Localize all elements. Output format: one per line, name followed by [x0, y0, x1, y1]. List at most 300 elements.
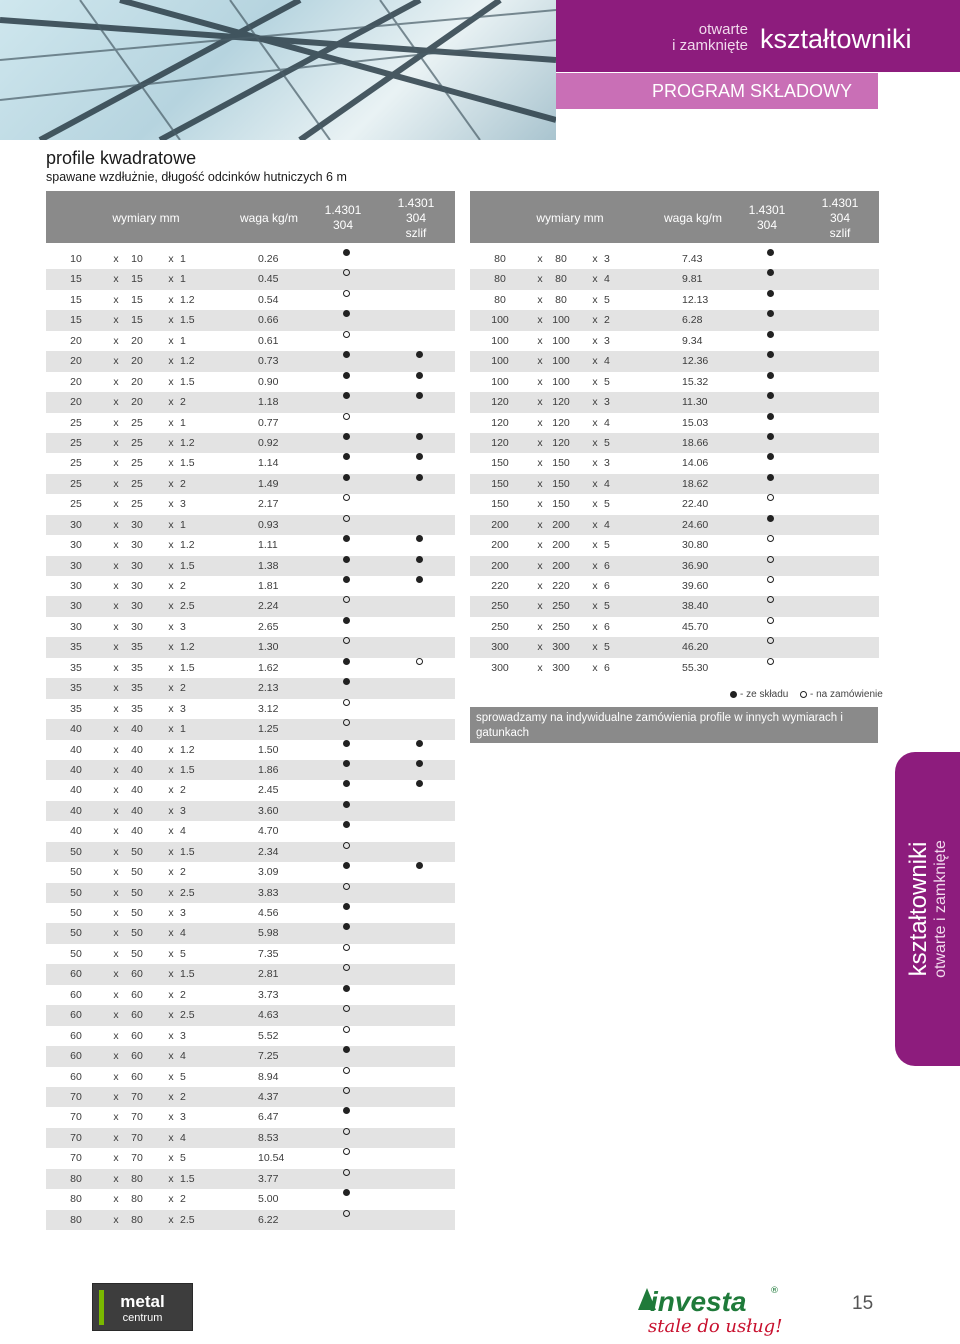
wall-thickness: 1.5	[180, 559, 195, 572]
table-row	[46, 535, 455, 555]
times-sign: x	[537, 518, 543, 531]
wall-thickness: 3	[180, 1111, 186, 1124]
wall-thickness: 2	[180, 784, 186, 797]
section-subtitle: spawane wzdłużnie, długość odcinków hutniczych 6 m	[46, 170, 347, 184]
weight-value: 2.13	[258, 682, 279, 695]
dim-b: 50	[131, 886, 143, 899]
in-stock-dot-icon	[343, 351, 350, 358]
availability-304	[341, 903, 351, 923]
dim-b: 30	[131, 559, 143, 572]
times-sign: x	[113, 1090, 119, 1103]
table-body-right	[470, 249, 879, 678]
weight-value: 4.63	[258, 1009, 279, 1022]
availability-304	[341, 637, 351, 657]
wall-thickness: 3	[604, 253, 610, 265]
times-sign: x	[113, 375, 119, 388]
on-order-ring-icon	[343, 290, 350, 297]
availability-304	[765, 290, 775, 310]
in-stock-dot-icon	[416, 474, 423, 481]
availability-304	[341, 801, 351, 821]
weight-value: 7.25	[258, 1050, 279, 1063]
dim-b: 70	[131, 1090, 143, 1103]
in-stock-dot-icon	[343, 453, 350, 460]
dim-a: 15	[70, 314, 82, 327]
on-order-ring-icon	[343, 1128, 350, 1135]
weight-value: 9.34	[682, 334, 703, 347]
dim-a: 50	[70, 845, 82, 858]
header-weight: waga kg/m	[663, 211, 723, 225]
availability-304	[341, 699, 351, 719]
weight-value: 55.30	[682, 661, 709, 674]
wall-thickness: 4	[604, 416, 610, 429]
times-sign: x	[537, 539, 543, 552]
dim-a: 25	[70, 498, 82, 511]
availability-304	[341, 413, 351, 433]
dim-b: 70	[131, 1111, 143, 1124]
times-sign: x	[168, 866, 174, 879]
times-sign: x	[113, 273, 119, 286]
wall-thickness: 5	[180, 1070, 186, 1083]
table-row	[470, 290, 879, 310]
wall-thickness: 5	[180, 1152, 186, 1165]
times-sign: x	[168, 273, 174, 286]
dim-a: 40	[70, 804, 82, 817]
table-row	[46, 760, 455, 780]
times-sign: x	[113, 907, 119, 919]
header-grade-304	[308, 203, 378, 233]
table-row	[46, 576, 455, 596]
times-sign: x	[168, 253, 174, 265]
wall-thickness: 1.2	[180, 436, 195, 449]
times-sign: x	[537, 273, 543, 286]
times-sign: x	[168, 947, 174, 960]
dim-b: 150	[552, 477, 570, 490]
weight-value: 0.61	[258, 334, 279, 347]
dim-a: 25	[70, 416, 82, 429]
dim-b: 60	[131, 968, 143, 981]
table-row	[46, 658, 455, 678]
header-grade-304-line2: 304	[756, 218, 778, 232]
in-stock-dot-icon	[767, 433, 774, 440]
availability-304	[765, 617, 775, 637]
dim-a: 20	[70, 355, 82, 368]
dim-a: 80	[70, 1193, 82, 1206]
times-sign: x	[168, 763, 174, 776]
times-sign: x	[168, 1050, 174, 1063]
on-order-ring-icon	[343, 494, 350, 501]
table-row	[46, 1169, 455, 1189]
availability-szlif	[414, 780, 424, 800]
on-order-ring-icon	[767, 556, 774, 563]
table-row	[46, 494, 455, 514]
weight-value: 9.81	[682, 273, 703, 286]
weight-value: 2.45	[258, 784, 279, 797]
table-row	[46, 1128, 455, 1148]
dim-b: 15	[131, 314, 143, 327]
dim-a: 30	[70, 620, 82, 633]
in-stock-dot-icon	[416, 351, 423, 358]
times-sign: x	[537, 334, 543, 347]
times-sign: x	[168, 845, 174, 858]
availability-304	[341, 1107, 351, 1127]
times-sign: x	[113, 314, 119, 327]
weight-value: 1.86	[258, 763, 279, 776]
times-sign: x	[168, 907, 174, 919]
in-stock-dot-icon	[416, 453, 423, 460]
availability-szlif	[414, 351, 424, 371]
dim-b: 120	[552, 416, 570, 429]
dim-b: 50	[131, 947, 143, 960]
table-row	[46, 474, 455, 494]
times-sign: x	[168, 1009, 174, 1022]
availability-304	[341, 719, 351, 739]
dim-b: 40	[131, 825, 143, 838]
dim-b: 120	[552, 396, 570, 409]
times-sign: x	[168, 1090, 174, 1103]
in-stock-dot-icon	[767, 474, 774, 481]
dim-a: 30	[70, 600, 82, 613]
dim-a: 50	[70, 927, 82, 940]
times-sign: x	[168, 661, 174, 674]
dim-b: 60	[131, 988, 143, 1001]
weight-value: 45.70	[682, 620, 709, 633]
table-row	[46, 515, 455, 535]
weight-value: 0.66	[258, 314, 279, 327]
table-row	[46, 719, 455, 739]
dim-a: 50	[70, 907, 82, 919]
on-order-ring-icon	[767, 637, 774, 644]
times-sign: x	[113, 784, 119, 797]
dim-b: 35	[131, 641, 143, 654]
dim-b: 80	[131, 1193, 143, 1206]
availability-304	[341, 658, 351, 678]
table-right	[470, 191, 879, 678]
times-sign: x	[592, 559, 598, 572]
times-sign: x	[113, 988, 119, 1001]
availability-304	[341, 1005, 351, 1025]
dim-b: 300	[552, 661, 570, 674]
wall-thickness: 1.5	[180, 375, 195, 388]
wall-thickness: 1	[180, 416, 186, 429]
dim-a: 60	[70, 968, 82, 981]
wall-thickness: 2	[180, 477, 186, 490]
wall-thickness: 5	[604, 539, 610, 552]
times-sign: x	[168, 641, 174, 654]
times-sign: x	[537, 661, 543, 674]
in-stock-dot-icon	[343, 923, 350, 930]
dim-b: 120	[552, 436, 570, 449]
dim-a: 20	[70, 375, 82, 388]
availability-304	[341, 576, 351, 596]
availability-304	[341, 515, 351, 535]
dim-a: 120	[491, 416, 509, 429]
in-stock-dot-icon	[343, 903, 350, 910]
wall-thickness: 4	[604, 518, 610, 531]
wall-thickness: 2	[180, 682, 186, 695]
header-subtitle	[640, 22, 748, 54]
dim-a: 120	[491, 436, 509, 449]
dim-a: 100	[491, 334, 509, 347]
table-row	[470, 535, 879, 555]
availability-szlif	[414, 658, 424, 678]
in-stock-dot-icon	[767, 372, 774, 379]
table-row	[470, 617, 879, 637]
availability-304	[341, 842, 351, 862]
times-sign: x	[113, 355, 119, 368]
dim-b: 40	[131, 784, 143, 797]
in-stock-dot-icon	[416, 576, 423, 583]
dim-a: 80	[494, 273, 506, 286]
header-small-line2: i zamknięte	[672, 37, 748, 54]
header-weight: waga kg/m	[239, 211, 299, 225]
wall-thickness: 3	[180, 804, 186, 817]
times-sign: x	[113, 927, 119, 940]
table-row	[470, 515, 879, 535]
times-sign: x	[592, 620, 598, 633]
table-row	[46, 883, 455, 903]
dim-a: 220	[491, 580, 509, 592]
times-sign: x	[168, 1213, 174, 1226]
wall-thickness: 5	[180, 947, 186, 960]
dim-b: 30	[131, 518, 143, 531]
wall-thickness: 2	[180, 1193, 186, 1206]
table-row	[46, 392, 455, 412]
times-sign: x	[537, 620, 543, 633]
times-sign: x	[113, 661, 119, 674]
times-sign: x	[168, 702, 174, 715]
dim-b: 35	[131, 682, 143, 695]
times-sign: x	[168, 539, 174, 552]
dim-a: 50	[70, 886, 82, 899]
header-grade-304-szlif	[381, 196, 451, 241]
availability-304	[341, 310, 351, 330]
weight-value: 1.25	[258, 723, 279, 736]
in-stock-dot-icon	[343, 1107, 350, 1114]
availability-304	[765, 310, 775, 330]
dim-b: 100	[552, 334, 570, 347]
table-row	[470, 576, 879, 596]
wall-thickness: 3	[180, 702, 186, 715]
dim-a: 100	[491, 314, 509, 327]
wall-thickness: 1.5	[180, 968, 195, 981]
weight-value: 12.36	[682, 355, 709, 368]
times-sign: x	[592, 416, 598, 429]
times-sign: x	[537, 641, 543, 654]
availability-304	[765, 596, 775, 616]
times-sign: x	[592, 457, 598, 470]
availability-304	[341, 862, 351, 882]
times-sign: x	[113, 1009, 119, 1022]
table-row	[46, 453, 455, 473]
times-sign: x	[113, 702, 119, 715]
table-row	[470, 249, 879, 269]
on-order-ring-icon	[343, 413, 350, 420]
header-grade-szlif-line2: 304	[405, 211, 427, 225]
in-stock-dot-icon	[416, 433, 423, 440]
table-row	[470, 433, 879, 453]
dim-a: 35	[70, 682, 82, 695]
dim-a: 250	[491, 620, 509, 633]
on-order-ring-icon	[343, 1005, 350, 1012]
dim-a: 40	[70, 723, 82, 736]
times-sign: x	[113, 293, 119, 306]
weight-value: 1.14	[258, 457, 279, 470]
on-order-ring-icon	[767, 596, 774, 603]
availability-304	[765, 658, 775, 678]
times-sign: x	[168, 314, 174, 327]
dim-a: 25	[70, 477, 82, 490]
dim-a: 35	[70, 641, 82, 654]
times-sign: x	[168, 723, 174, 736]
in-stock-dot-icon	[767, 290, 774, 297]
times-sign: x	[592, 641, 598, 654]
availability-304	[341, 821, 351, 841]
in-stock-dot-icon	[343, 310, 350, 317]
availability-304	[341, 1189, 351, 1209]
weight-value: 10.54	[258, 1152, 285, 1165]
availability-szlif	[414, 474, 424, 494]
availability-szlif	[414, 760, 424, 780]
in-stock-dot-icon	[416, 556, 423, 563]
in-stock-dot-icon	[343, 617, 350, 624]
header-small-line1: otwarte	[698, 21, 748, 38]
page-number: 15	[852, 1293, 874, 1314]
in-stock-dot-icon	[767, 310, 774, 317]
times-sign: x	[168, 375, 174, 388]
times-sign: x	[592, 334, 598, 347]
dim-a: 20	[70, 396, 82, 409]
side-tab-subtitle: otwarte i zamknięte	[931, 840, 949, 978]
availability-304	[765, 331, 775, 351]
dim-b: 35	[131, 702, 143, 715]
wall-thickness: 4	[604, 477, 610, 490]
availability-304	[765, 494, 775, 514]
wall-thickness: 1.2	[180, 539, 195, 552]
times-sign: x	[113, 580, 119, 592]
times-sign: x	[168, 396, 174, 409]
times-sign: x	[168, 1193, 174, 1206]
times-sign: x	[537, 375, 543, 388]
wall-thickness: 1.5	[180, 314, 195, 327]
times-sign: x	[168, 682, 174, 695]
times-sign: x	[537, 600, 543, 613]
table-row	[470, 413, 879, 433]
table-row	[46, 944, 455, 964]
times-sign: x	[168, 580, 174, 592]
times-sign: x	[113, 518, 119, 531]
wall-thickness: 2	[180, 988, 186, 1001]
dim-b: 20	[131, 396, 143, 409]
times-sign: x	[537, 396, 543, 409]
on-order-ring-icon	[343, 331, 350, 338]
table-row	[46, 617, 455, 637]
weight-value: 7.43	[682, 253, 703, 265]
times-sign: x	[113, 498, 119, 511]
dim-a: 20	[70, 334, 82, 347]
wall-thickness: 3	[604, 457, 610, 470]
availability-szlif	[414, 372, 424, 392]
wall-thickness: 6	[604, 580, 610, 592]
times-sign: x	[113, 1111, 119, 1124]
table-row	[46, 985, 455, 1005]
dim-a: 50	[70, 947, 82, 960]
weight-value: 3.77	[258, 1172, 279, 1185]
dim-a: 40	[70, 743, 82, 756]
dim-b: 30	[131, 600, 143, 613]
wall-thickness: 5	[604, 641, 610, 654]
weight-value: 5.00	[258, 1193, 279, 1206]
dim-b: 80	[555, 293, 567, 306]
times-sign: x	[113, 416, 119, 429]
table-row	[46, 1005, 455, 1025]
wall-thickness: 1.5	[180, 457, 195, 470]
wall-thickness: 4	[604, 273, 610, 286]
weight-value: 1.50	[258, 743, 279, 756]
dim-b: 80	[555, 253, 567, 265]
availability-304	[341, 596, 351, 616]
wall-thickness: 2.5	[180, 600, 195, 613]
times-sign: x	[537, 477, 543, 490]
times-sign: x	[592, 498, 598, 511]
in-stock-dot-icon	[343, 678, 350, 685]
dim-a: 15	[70, 273, 82, 286]
dim-a: 35	[70, 661, 82, 674]
on-order-ring-icon	[767, 658, 774, 665]
in-stock-dot-icon	[343, 740, 350, 747]
dim-a: 120	[491, 396, 509, 409]
availability-szlif	[414, 392, 424, 412]
legend-stock-label: - ze składu	[740, 689, 789, 700]
weight-value: 6.22	[258, 1213, 279, 1226]
table-row	[470, 453, 879, 473]
header-dims: wymiary mm	[536, 211, 604, 225]
weight-value: 1.30	[258, 641, 279, 654]
header-dims: wymiary mm	[112, 211, 180, 225]
table-row	[46, 699, 455, 719]
availability-szlif	[414, 433, 424, 453]
weight-value: 36.90	[682, 559, 709, 572]
in-stock-dot-icon	[767, 269, 774, 276]
times-sign: x	[168, 784, 174, 797]
dim-a: 10	[70, 253, 82, 265]
times-sign: x	[592, 600, 598, 613]
availability-304	[341, 678, 351, 698]
in-stock-dot-icon	[767, 249, 774, 256]
availability-szlif	[414, 576, 424, 596]
registered-mark: ®	[770, 1286, 779, 1296]
dim-a: 30	[70, 539, 82, 552]
wall-thickness: 1.5	[180, 1172, 195, 1185]
weight-value: 24.60	[682, 518, 709, 531]
info-note: sprowadzamy na indywidualne zamówienia profile w innych wymiarach i gatunkach	[470, 707, 878, 743]
in-stock-dot-icon	[343, 433, 350, 440]
on-order-ring-icon	[343, 269, 350, 276]
times-sign: x	[113, 866, 119, 879]
availability-304	[341, 1046, 351, 1066]
availability-304	[341, 1169, 351, 1189]
times-sign: x	[168, 743, 174, 756]
times-sign: x	[168, 518, 174, 531]
in-stock-dot-icon	[343, 1046, 350, 1053]
wall-thickness: 6	[604, 559, 610, 572]
times-sign: x	[537, 293, 543, 306]
dim-b: 100	[552, 314, 570, 327]
table-body-left	[46, 249, 455, 1230]
availability-304	[341, 494, 351, 514]
in-stock-dot-icon	[767, 351, 774, 358]
dim-b: 250	[552, 600, 570, 613]
dim-b: 50	[131, 927, 143, 940]
